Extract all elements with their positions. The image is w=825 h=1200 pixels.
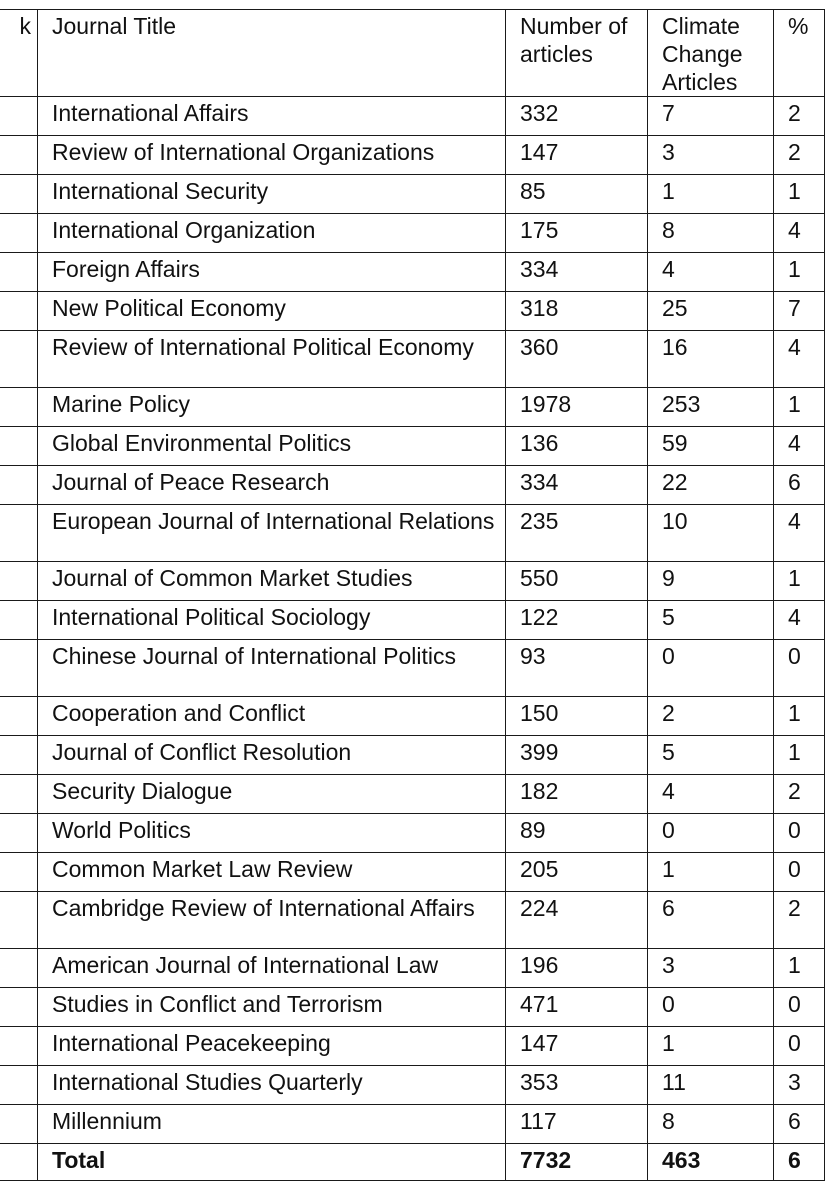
climate-articles-cell: 9	[648, 562, 774, 601]
percent-cell: 4	[774, 331, 825, 388]
rank-cell	[0, 640, 38, 697]
percent-cell: 0	[774, 1027, 825, 1066]
percent-cell: 2	[774, 892, 825, 949]
table-row	[0, 331, 825, 388]
percent-cell: 4	[774, 427, 825, 466]
journal-title-cell: International Peacekeeping	[38, 1027, 506, 1066]
percent-cell: 1	[774, 388, 825, 427]
table-row	[0, 1066, 825, 1105]
articles-count-cell: 93	[506, 640, 648, 697]
articles-count-cell: 175	[506, 214, 648, 253]
journal-title-cell: Journal of Common Market Studies	[38, 562, 506, 601]
table-row	[0, 814, 825, 853]
table-row	[0, 253, 825, 292]
journal-title-cell: Security Dialogue	[38, 775, 506, 814]
rank-cell	[0, 988, 38, 1027]
articles-count-cell: 1978	[506, 388, 648, 427]
journal-title-cell: European Journal of International Relations	[38, 505, 506, 562]
rank-cell	[0, 97, 38, 136]
climate-articles-cell: 7	[648, 97, 774, 136]
rank-cell	[0, 601, 38, 640]
articles-count-cell: 85	[506, 175, 648, 214]
climate-articles-cell: 5	[648, 601, 774, 640]
journal-title-cell: Cooperation and Conflict	[38, 697, 506, 736]
journal-title-cell: International Political Sociology	[38, 601, 506, 640]
total-articles: 7732	[506, 1144, 648, 1181]
climate-articles-cell: 6	[648, 892, 774, 949]
articles-count-cell: 147	[506, 136, 648, 175]
rank-cell	[0, 331, 38, 388]
percent-cell: 4	[774, 214, 825, 253]
climate-articles-cell: 8	[648, 1105, 774, 1144]
climate-articles-cell: 59	[648, 427, 774, 466]
articles-count-cell: 360	[506, 331, 648, 388]
journal-title-cell: Journal of Conflict Resolution	[38, 736, 506, 775]
percent-header: %	[774, 10, 825, 97]
table-row	[0, 775, 825, 814]
articles-count-cell: 353	[506, 1066, 648, 1105]
rank-cell	[0, 853, 38, 892]
journal-title-cell: Common Market Law Review	[38, 853, 506, 892]
climate-header: Climate Change Articles	[648, 10, 774, 97]
percent-cell: 1	[774, 697, 825, 736]
percent-cell: 6	[774, 1105, 825, 1144]
articles-count-cell: 224	[506, 892, 648, 949]
total-climate-articles: 463	[648, 1144, 774, 1181]
climate-articles-cell: 0	[648, 814, 774, 853]
climate-articles-cell: 3	[648, 949, 774, 988]
rank-cell	[0, 136, 38, 175]
rank-cell	[0, 175, 38, 214]
journal-title-cell: World Politics	[38, 814, 506, 853]
articles-count-cell: 147	[506, 1027, 648, 1066]
percent-cell: 2	[774, 136, 825, 175]
table-row	[0, 97, 825, 136]
articles-count-cell: 334	[506, 466, 648, 505]
rank-cell	[0, 1144, 38, 1181]
rank-cell	[0, 505, 38, 562]
journal-title-cell: Global Environmental Politics	[38, 427, 506, 466]
table-row	[0, 505, 825, 562]
table-row	[0, 1027, 825, 1066]
climate-articles-cell: 253	[648, 388, 774, 427]
journal-title-cell: International Affairs	[38, 97, 506, 136]
journal-title-cell: Cambridge Review of International Affairs	[38, 892, 506, 949]
percent-cell: 0	[774, 988, 825, 1027]
rank-cell	[0, 814, 38, 853]
table-row	[0, 292, 825, 331]
articles-count-cell: 122	[506, 601, 648, 640]
articles-count-cell: 136	[506, 427, 648, 466]
rank-cell	[0, 427, 38, 466]
total-row	[0, 1144, 825, 1181]
table-row	[0, 466, 825, 505]
rank-cell	[0, 1027, 38, 1066]
journal-title-cell: Millennium	[38, 1105, 506, 1144]
articles-count-cell: 89	[506, 814, 648, 853]
table-row	[0, 136, 825, 175]
climate-articles-cell: 1	[648, 175, 774, 214]
total-percent: 6	[774, 1144, 825, 1181]
journal-title-cell: International Organization	[38, 214, 506, 253]
percent-cell: 4	[774, 601, 825, 640]
articles-count-cell: 117	[506, 1105, 648, 1144]
percent-cell: 3	[774, 1066, 825, 1105]
articles-count-cell: 150	[506, 697, 648, 736]
percent-cell: 6	[774, 466, 825, 505]
articles-count-cell: 471	[506, 988, 648, 1027]
journal-title-cell: New Political Economy	[38, 292, 506, 331]
table-row	[0, 892, 825, 949]
percent-cell: 2	[774, 775, 825, 814]
journal-title-cell: Marine Policy	[38, 388, 506, 427]
rank-cell	[0, 562, 38, 601]
climate-articles-cell: 2	[648, 697, 774, 736]
table-row	[0, 640, 825, 697]
climate-articles-cell: 0	[648, 640, 774, 697]
rank-cell	[0, 736, 38, 775]
climate-articles-cell: 8	[648, 214, 774, 253]
rank-cell	[0, 775, 38, 814]
table-row	[0, 214, 825, 253]
articles-count-cell: 182	[506, 775, 648, 814]
total-label: Total	[38, 1144, 506, 1181]
rank-cell	[0, 388, 38, 427]
table-row	[0, 988, 825, 1027]
articles-header: Number of articles	[506, 10, 648, 97]
articles-count-cell: 334	[506, 253, 648, 292]
table-row	[0, 697, 825, 736]
table-row	[0, 388, 825, 427]
climate-articles-cell: 4	[648, 253, 774, 292]
climate-articles-cell: 1	[648, 1027, 774, 1066]
climate-articles-cell: 0	[648, 988, 774, 1027]
climate-articles-cell: 1	[648, 853, 774, 892]
journal-title-cell: Review of International Organizations	[38, 136, 506, 175]
percent-cell: 4	[774, 505, 825, 562]
rank-cell	[0, 892, 38, 949]
table-row	[0, 427, 825, 466]
articles-count-cell: 550	[506, 562, 648, 601]
journal-title-cell: Journal of Peace Research	[38, 466, 506, 505]
articles-count-cell: 196	[506, 949, 648, 988]
percent-cell: 0	[774, 814, 825, 853]
percent-cell: 0	[774, 640, 825, 697]
journal-title-cell: Studies in Conflict and Terrorism	[38, 988, 506, 1027]
table-row	[0, 601, 825, 640]
rank-cell	[0, 697, 38, 736]
climate-articles-cell: 11	[648, 1066, 774, 1105]
table-row	[0, 736, 825, 775]
journal-title-cell: Chinese Journal of International Politics	[38, 640, 506, 697]
climate-articles-cell: 3	[648, 136, 774, 175]
table-row	[0, 175, 825, 214]
climate-articles-cell: 25	[648, 292, 774, 331]
title-header: Journal Title	[38, 10, 506, 97]
table-row	[0, 853, 825, 892]
percent-cell: 2	[774, 97, 825, 136]
journal-table	[0, 9, 825, 1181]
articles-count-cell: 205	[506, 853, 648, 892]
percent-cell: 1	[774, 949, 825, 988]
rank-cell	[0, 1105, 38, 1144]
journal-title-cell: International Studies Quarterly	[38, 1066, 506, 1105]
rank-cell	[0, 214, 38, 253]
journal-title-cell: Foreign Affairs	[38, 253, 506, 292]
climate-articles-cell: 22	[648, 466, 774, 505]
table-row	[0, 1105, 825, 1144]
percent-cell: 7	[774, 292, 825, 331]
articles-count-cell: 332	[506, 97, 648, 136]
table-row	[0, 949, 825, 988]
rank-cell	[0, 292, 38, 331]
climate-articles-cell: 16	[648, 331, 774, 388]
percent-cell: 1	[774, 253, 825, 292]
header-row	[0, 10, 825, 97]
journal-title-cell: Review of International Political Economy	[38, 331, 506, 388]
percent-cell: 0	[774, 853, 825, 892]
rank-cell	[0, 253, 38, 292]
percent-cell: 1	[774, 736, 825, 775]
rank-header: k	[0, 10, 38, 97]
rank-cell	[0, 949, 38, 988]
articles-count-cell: 399	[506, 736, 648, 775]
table-row	[0, 562, 825, 601]
percent-cell: 1	[774, 175, 825, 214]
journal-title-cell: International Security	[38, 175, 506, 214]
journal-title-cell: American Journal of International Law	[38, 949, 506, 988]
rank-cell	[0, 1066, 38, 1105]
articles-count-cell: 318	[506, 292, 648, 331]
articles-count-cell: 235	[506, 505, 648, 562]
percent-cell: 1	[774, 562, 825, 601]
rank-cell	[0, 466, 38, 505]
climate-articles-cell: 4	[648, 775, 774, 814]
climate-articles-cell: 5	[648, 736, 774, 775]
climate-articles-cell: 10	[648, 505, 774, 562]
